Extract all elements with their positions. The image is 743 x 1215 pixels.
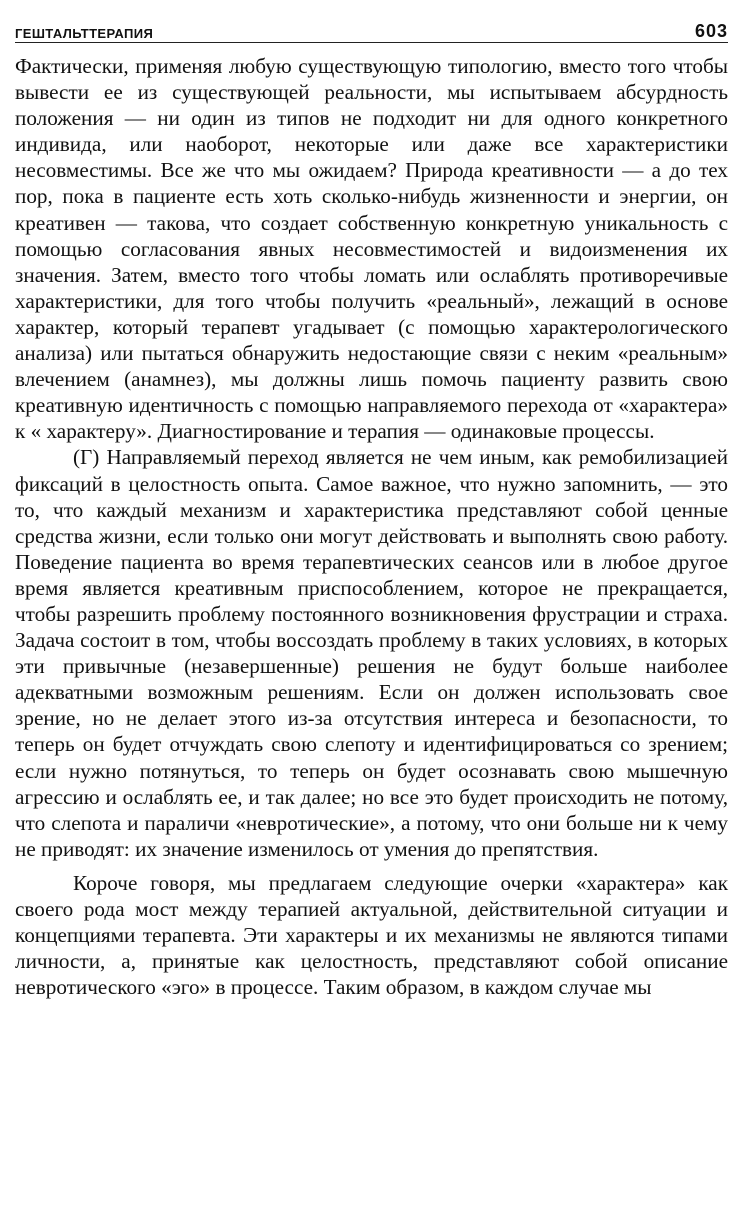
paragraph-2: (Г) Направляемый переход является не чем иным, как ремобилизацией фиксаций в целостность опыта. Самое важное, что нужно запомнить, — это то, что каждый механизм и характеристика представляют собой ценные средства жизни, если только они могут действовать и выполнять свою работу. Поведение пациента во время терапевтических сеансов или в любое другое время является креативным приспособлением, которое не прекращается, чтобы разрешить проблему постоянного возникновения фрустрации и страха. Задача состоит в том, чтобы воссоздать проблему в таких условиях, в которых эти привычные (незавершенные) решения не будут больше наиболее адекватными возможным решениям. Если он должен использовать свое зрение, но не делает этого из-за отсутствия интереса и безопасности, то теперь он будет отчуждать свою слепоту и идентифицироваться со зрением; если нужно потянуться, то теперь он будет осознавать свою мышечную агрессию и ослаблять ее, и так далее; но все это будет происходить не потому, что слепота и параличи «невротические», а потому, что они больше ни к чему не приводят: их значение изменилось от умения до препятствия. [15, 445, 728, 861]
running-title: ГЕШТАЛЬТТЕРАПИЯ [15, 26, 154, 41]
page-header [15, 18, 728, 43]
paragraph-1: Фактически, применяя любую существующую типологию, вместо того чтобы вывести ее из существующей реальности, мы испытываем абсурдность положения — ни один из типов не подходит ни для одного конкретного индивида, или наоборот, некоторые или даже все характеристики несовместимы. Все же что мы ожидаем? Природа креативности — а до тех пор, пока в пациенте есть хоть сколько-нибудь жизненности и энергии, он креативен — такова, что создает собственную конкретную уникальность с помощью согласования явных несовместимостей и видоизменения их значения. Затем, вместо того чтобы ломать или ослаблять противоречивые характеристики, для того чтобы получить «реальный», лежащий в основе характер, который терапевт угадывает (с помощью характерологического анализа) или пытаться обнаружить недостающие связи с неким «реальным» влечением (анамнез), мы должны лишь помочь пациенту развить свою креативную идентичность с помощью направляемого перехода от «характера» к « характеру». Диагностирование и терапия — одинаковые процессы. [15, 54, 728, 444]
paragraph-3: Короче говоря, мы предлагаем следующие очерки «характера» как своего рода мост между терапией актуальной, действительной ситуации и концепциями терапевта. Эти характеры и их механизмы не являются типами личности, а, принятые как целостность, представляют собой описание невротического «эго» в процессе. Таким образом, в каждом случае мы [15, 870, 728, 1000]
book-page [15, 18, 728, 1208]
body-text [15, 53, 728, 1000]
page-number: 603 [694, 21, 728, 41]
